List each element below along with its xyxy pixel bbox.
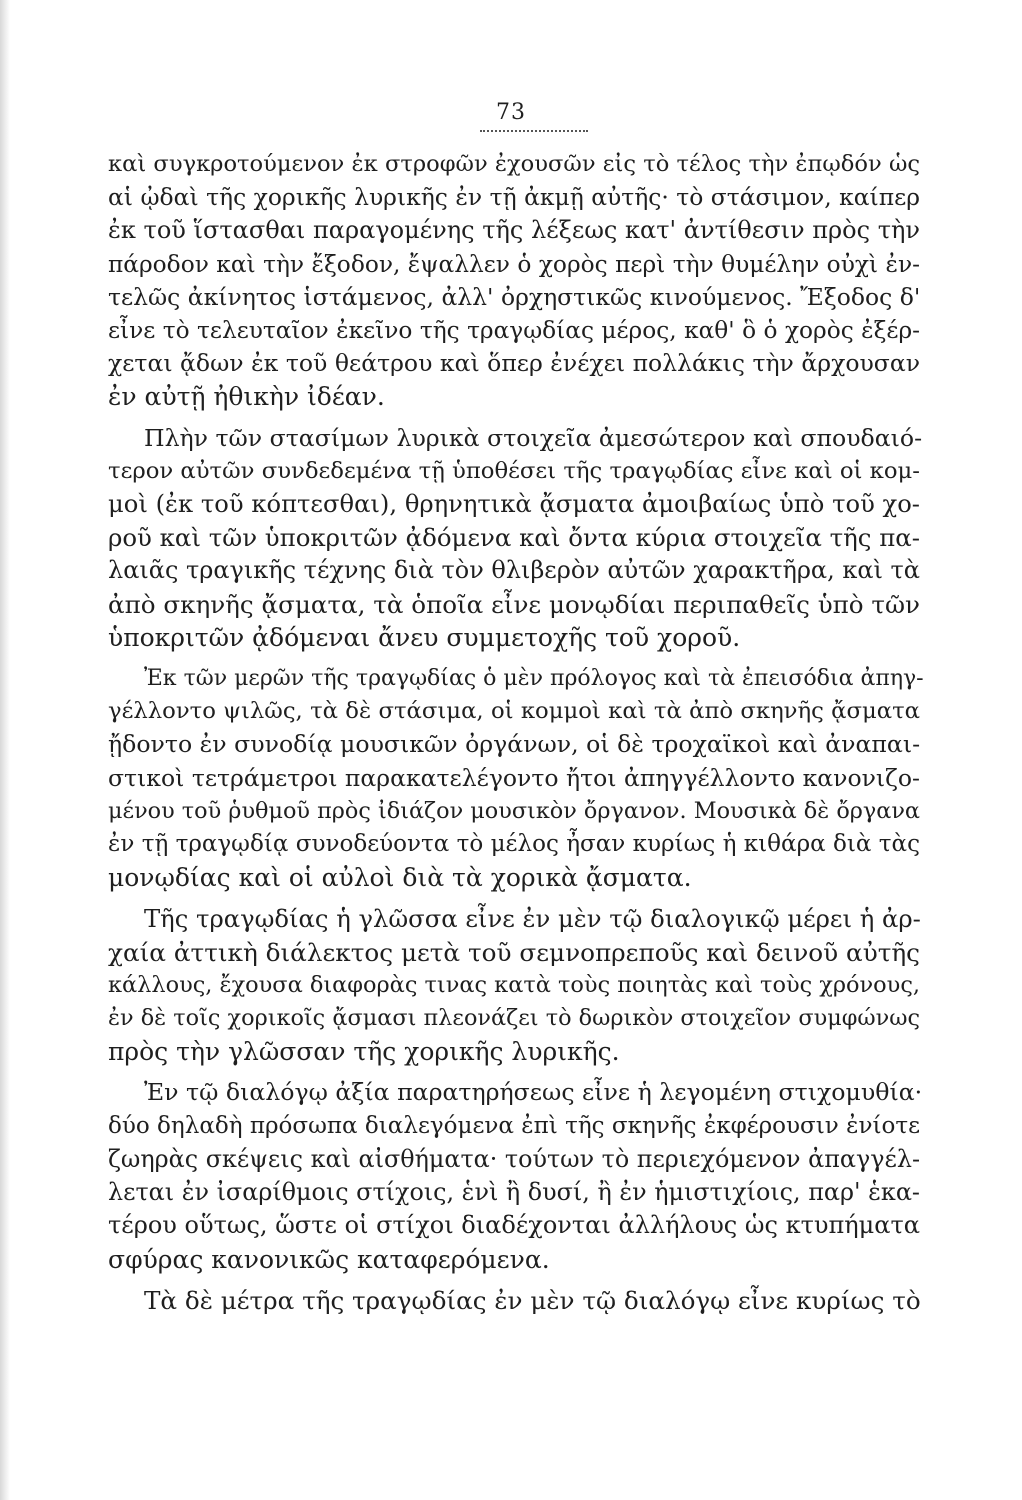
paragraph-5 [108, 1076, 923, 1275]
text-line: κάλλους, ἔχουσα διαφορὰς τινας κατὰ τοὺς ποιητὰς καὶ τοὺς χρόνους, [108, 971, 920, 998]
text-line: μένου τοῦ ῥυθμοῦ πρὸς ἰδιάζον μουσικὸν ὄργανον. Μουσικὰ δὲ ὄργανα [108, 797, 920, 824]
text-line: εἶνε τὸ τελευταῖον ἐκεῖνο τῆς τραγῳδίας μέρος, καθ' ὃ ὁ χορὸς ἐξέρ- [108, 317, 920, 345]
paragraph-3 [108, 662, 924, 894]
text-line: πρὸς τὴν γλῶσσαν τῆς χορικῆς λυρικῆς. [108, 1037, 620, 1067]
page-number: 73 [496, 100, 526, 125]
text-line: μοὶ (ἐκ τοῦ κόπτεσθαι), θρηνητικὰ ᾄσματα ἀμοιβαίως ὑπὸ τοῦ χο- [108, 490, 920, 519]
text-line: Τῆς τραγῳδίας ἡ γλῶσσα εἶνε ἐν μὲν τῷ διαλογικῷ μέρει ἡ ἀρ- [144, 904, 921, 934]
text-line: Ἐν τῷ διαλόγῳ ἀξία παρατηρήσεως εἶνε ἡ λεγομένη στιχομυθία· [144, 1078, 923, 1107]
text-line: Τὰ δὲ μέτρα τῆς τραγῳδίας ἐν μὲν τῷ διαλόγῳ εἶνε κυρίως τὸ [144, 1285, 921, 1315]
text-line: τελῶς ἀκίνητος ἱστάμενος, ἀλλ' ὀρχηστικῶς κινούμενος. Ἔξοδος δ' [108, 282, 921, 311]
text-line: λαιᾶς τραγικῆς τέχνης διὰ τὸν θλιβερὸν αὐτῶν χαρακτῆρα, καὶ τὰ [108, 556, 920, 585]
text-line: ἐν αὐτῇ ἠθικὴν ἰδέαν. [108, 382, 385, 412]
text-line: Ἐκ τῶν μερῶν τῆς τραγῳδίας ὁ μὲν πρόλογος καὶ τὰ ἐπεισόδια ἀπηγ- [144, 666, 924, 692]
text-line: τέρου οὕτως, ὥστε οἱ στίχοι διαδέχονται ἀλλήλους ὡς κτυπήματα [108, 1211, 920, 1240]
text-line: ἐν δὲ τοῖς χορικοῖς ᾄσμασι πλεονάζει τὸ δωρικὸν στοιχεῖον συμφώνως [108, 1005, 920, 1032]
text-line: λεται ἐν ἰσαρίθμοις στίχοις, ἑνὶ ἢ δυσί, ἢ ἐν ἡμιστιχίοις, παρ' ἑκα- [108, 1178, 920, 1207]
text-line: ζωηρὰς σκέψεις καὶ αἰσθήματα· τούτων τὸ περιεχόμενον ἀπαγγέλ- [108, 1144, 921, 1173]
page-edge-shadow [0, 0, 10, 1500]
text-line: γέλλοντο ψιλῶς, τὰ δὲ στάσιμα, οἱ κομμοὶ καὶ τὰ ἀπὸ σκηνῆς ᾄσματα [108, 698, 920, 725]
text-line: καὶ συγκροτούμενον ἐκ στροφῶν ἐχουσῶν εἰς τὸ τέλος τὴν ἐπῳδόν ὡς [108, 151, 920, 177]
paragraph-1 [108, 148, 920, 414]
paragraph-2 [108, 422, 923, 654]
text-line: πάροδον καὶ τὴν ἔξοδον, ἔψαλλεν ὁ χορὸς περὶ τὴν θυμέλην οὐχὶ ἐν- [108, 250, 920, 278]
text-line: στικοὶ τετράμετροι παρακατελέγοντο ἤτοι ἀπηγγέλλοντο κανονιζο- [108, 763, 920, 792]
page-number-rule [480, 130, 588, 132]
text-line: δύο δηλαδὴ πρόσωπα διαλεγόμενα ἐπὶ τῆς σκηνῆς ἐκφέρουσιν ἐνίοτε [108, 1112, 921, 1139]
text-line: ὑποκριτῶν ᾀδόμεναι ἄνευ συμμετοχῆς τοῦ χοροῦ. [108, 622, 741, 652]
text-line: σφύρας κανονικῶς καταφερόμενα. [108, 1244, 550, 1274]
text-line: ἐκ τοῦ ἵστασθαι παραγομένης τῆς λέξεως κατ' ἀντίθεσιν πρὸς τὴν [108, 216, 920, 245]
text-line: τερον αὐτῶν συνδεδεμένα τῇ ὑποθέσει τῆς τραγῳδίας εἶνε καὶ οἱ κομ- [108, 457, 920, 484]
text-line: χαία ἀττικὴ διάλεκτος μετὰ τοῦ σεμνοπρεποῦς καὶ δεινοῦ αὐτῆς [108, 937, 920, 967]
text-line: αἱ ᾠδαὶ τῆς χορικῆς λυρικῆς ἐν τῇ ἀκμῇ αὐτῆς· τὸ στάσιμον, καίπερ [108, 183, 920, 212]
paragraph-6 [108, 1284, 920, 1317]
text-line: ροῦ καὶ τῶν ὑποκριτῶν ᾀδόμενα καὶ ὄντα κύρια στοιχεῖα τῆς πα- [108, 523, 920, 553]
text-line: χεται ᾄδων ἐκ τοῦ θεάτρου καὶ ὅπερ ἐνέχει πολλάκις τὴν ἄρχουσαν [108, 349, 920, 378]
text-line: ἐν τῇ τραγῳδίᾳ συνοδεύοντα τὸ μέλος ἦσαν κυρίως ἡ κιθάρα διὰ τὰς [108, 831, 920, 858]
text-line: Πλὴν τῶν στασίμων λυρικὰ στοιχεῖα ἀμεσώτερον καὶ σπουδαιό- [144, 423, 923, 452]
text-line: μονῳδίας καὶ οἱ αὐλοὶ διὰ τὰ χορικὰ ᾄσματα. [108, 863, 692, 893]
text-line: ἀπὸ σκηνῆς ᾄσματα, τὰ ὁποῖα εἶνε μονῳδίαι περιπαθεῖς ὑπὸ τῶν [108, 589, 920, 619]
paragraph-4 [108, 902, 920, 1068]
page-body [108, 148, 924, 1317]
text-line: ᾔδοντο ἐν συνοδίᾳ μουσικῶν ὀργάνων, οἱ δὲ τροχαϊκοὶ καὶ ἀναπαι- [108, 730, 921, 759]
